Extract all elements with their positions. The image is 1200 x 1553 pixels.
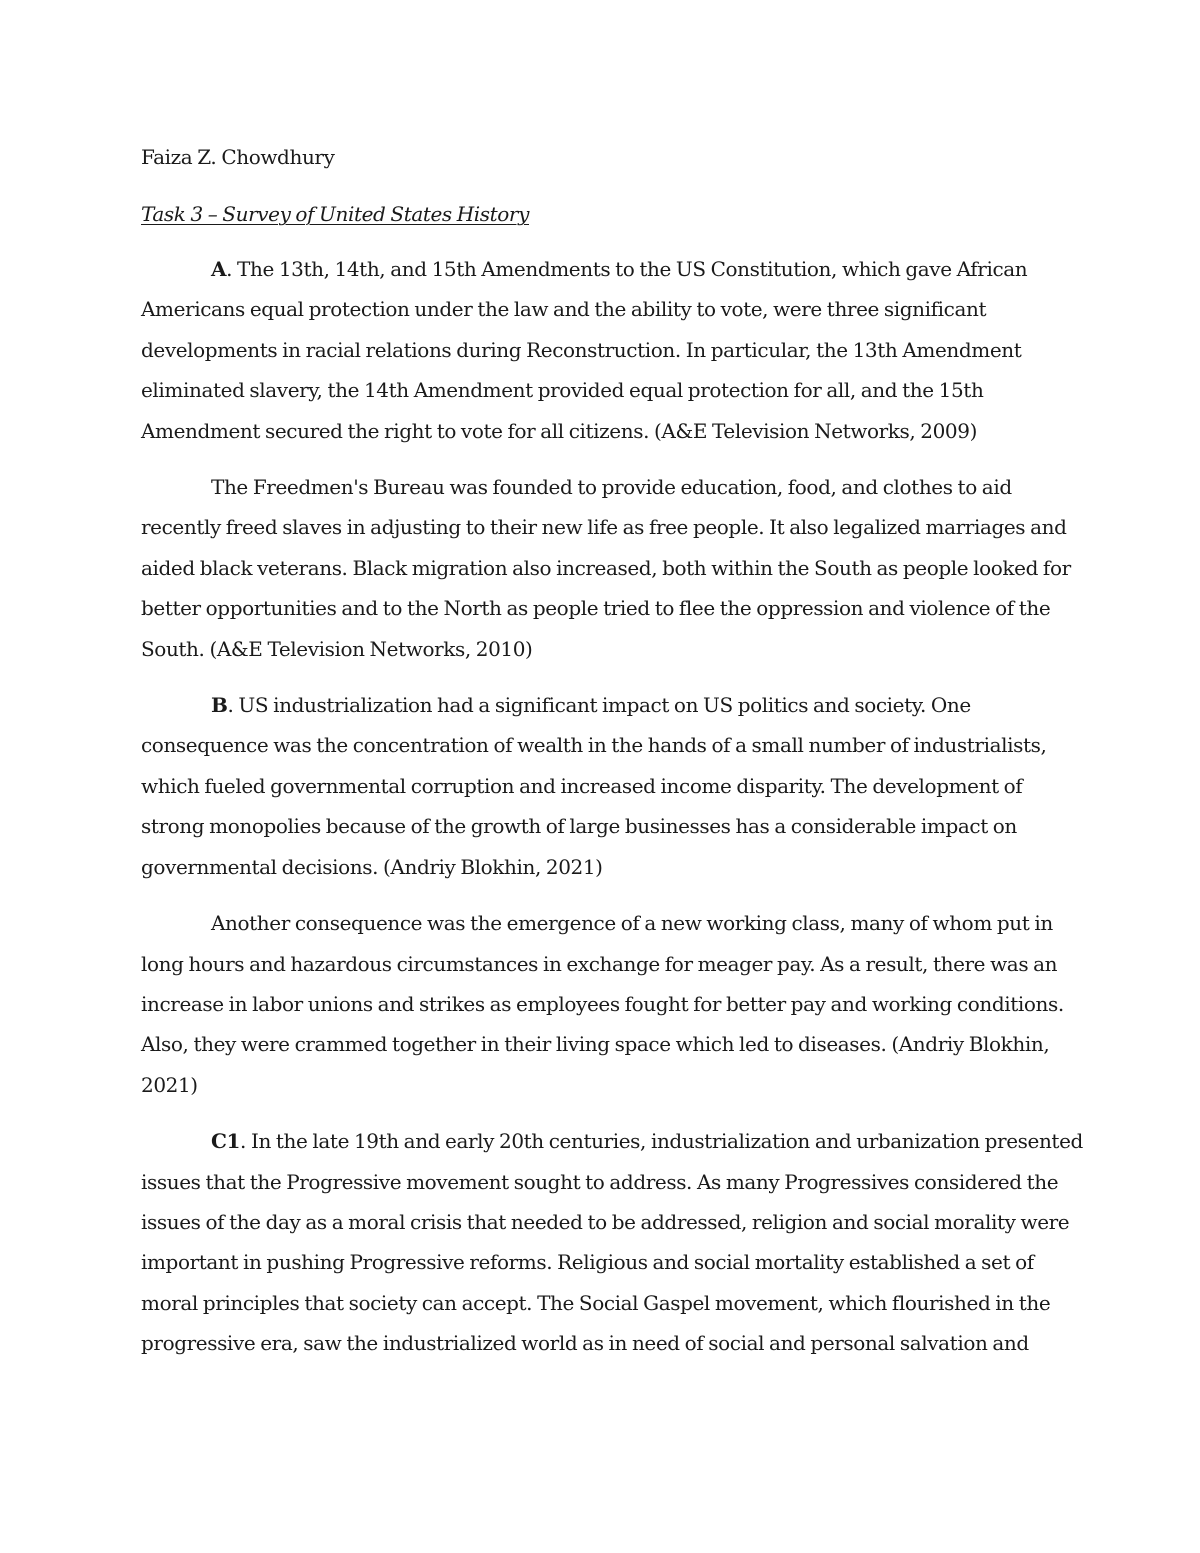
paragraph-line: governmental decisions. (Andriy Blokhin, 2021) bbox=[141, 854, 603, 879]
paragraph-line: eliminated slavery, the 14th Amendment provided equal protection for all, and the 15th bbox=[141, 378, 984, 403]
paragraph-line: which fueled governmental corruption and increased income disparity. The development of bbox=[141, 773, 1023, 798]
section-label: A bbox=[211, 257, 227, 281]
paragraph-line: better opportunities and to the North as people tried to flee the oppression and violence of the bbox=[141, 596, 1051, 621]
paragraph-line: A. The 13th, 14th, and 15th Amendments to the US Constitution, which gave African bbox=[211, 257, 1028, 281]
paragraph-line: issues of the day as a moral crisis that needed to be addressed, religion and social morality were bbox=[141, 1209, 1070, 1234]
paragraph-line: important in pushing Progressive reforms. Religious and social mortality established a set of bbox=[141, 1250, 1034, 1275]
paragraph-line: Also, they were crammed together in their living space which led to diseases. (Andriy Blokhin, bbox=[141, 1032, 1050, 1057]
section-label: C1 bbox=[211, 1129, 241, 1154]
paragraph-line: moral principles that society can accept. The Social Gaspel movement, which flourished in the bbox=[141, 1290, 1051, 1315]
paragraph-line: strong monopolies because of the growth of large businesses has a considerable impact on bbox=[141, 814, 1017, 839]
paragraph-line: 2021) bbox=[141, 1072, 198, 1097]
document-body bbox=[141, 249, 1083, 1380]
paragraph-a bbox=[141, 249, 1061, 451]
paragraph-line: developments in racial relations during Reconstruction. In particular, the 13th Amendment bbox=[141, 337, 1022, 362]
author-name: Faiza Z. Chowdhury bbox=[141, 145, 335, 169]
paragraph-line: C1. In the late 19th and early 20th centuries, industrialization and urbanization presented bbox=[211, 1129, 1083, 1154]
paragraph-line: Amendment secured the right to vote for all citizens. (A&E Television Networks, 2009) bbox=[141, 418, 977, 443]
paragraph-line: recently freed slaves in adjusting to their new life as free people. It also legalized marriages and bbox=[141, 515, 1067, 540]
paragraph-working-class bbox=[141, 903, 1064, 1105]
paragraph-line: aided black veterans. Black migration also increased, both within the South as people looked for bbox=[141, 555, 1071, 580]
section-label: B bbox=[211, 693, 228, 718]
paragraph-line: increase in labor unions and strikes as employees fought for better pay and working conditions. bbox=[141, 991, 1064, 1016]
document-title: Task 3 – Survey of United States History bbox=[141, 202, 529, 226]
paragraph-line: Another consequence was the emergence of a new working class, many of whom put in bbox=[211, 911, 1053, 936]
paragraph-line: South. (A&E Television Networks, 2010) bbox=[141, 636, 533, 661]
paragraph-b bbox=[141, 685, 1061, 887]
paragraph-line: The Freedmen's Bureau was founded to provide education, food, and clothes to aid bbox=[211, 475, 1012, 500]
paragraph-line: B. US industrialization had a significant impact on US politics and society. One bbox=[211, 693, 971, 718]
paragraph-c1 bbox=[141, 1121, 1083, 1363]
paragraph-freedmens-bureau bbox=[141, 467, 1071, 669]
paragraph-line: issues that the Progressive movement sought to address. As many Progressives considered the bbox=[141, 1169, 1059, 1194]
paragraph-line: Americans equal protection under the law and the ability to vote, were three significant bbox=[141, 297, 987, 322]
paragraph-line: long hours and hazardous circumstances in exchange for meager pay. As a result, there was an bbox=[141, 951, 1058, 976]
paragraph-line: consequence was the concentration of wealth in the hands of a small number of industrialists, bbox=[141, 733, 1047, 758]
paragraph-line: progressive era, saw the industrialized world as in need of social and personal salvation and bbox=[141, 1331, 1029, 1356]
